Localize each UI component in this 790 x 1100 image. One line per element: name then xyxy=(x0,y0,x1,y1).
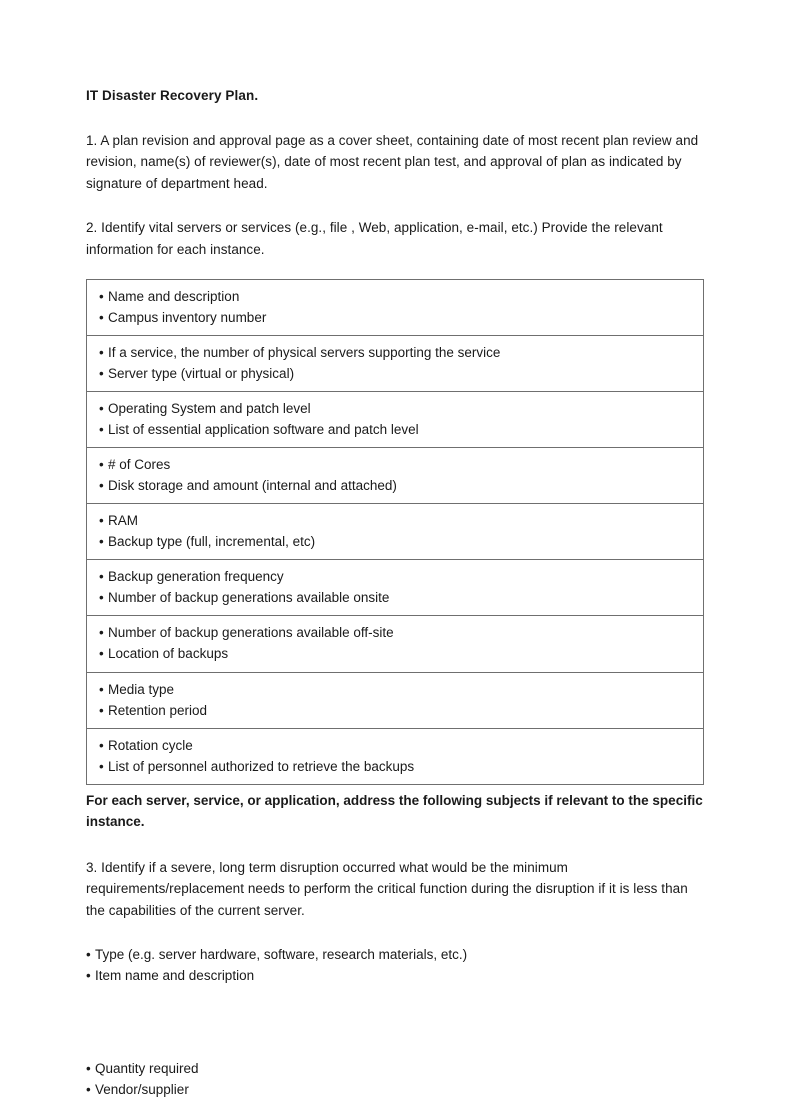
list-item xyxy=(99,342,691,363)
bullet-icon: • xyxy=(99,422,104,438)
bullet-icon: • xyxy=(99,758,104,774)
bullet-icon: • xyxy=(99,309,104,325)
list-item-label: Rotation cycle xyxy=(108,737,193,753)
bullet-icon: • xyxy=(99,590,104,606)
table-cell xyxy=(87,504,704,560)
list-item-label: Type (e.g. server hardware, software, research materials, etc.) xyxy=(95,947,468,963)
list-item xyxy=(86,944,704,965)
list-item-label: Backup type (full, incremental, etc) xyxy=(108,534,316,550)
list-item xyxy=(99,531,691,552)
table-row xyxy=(87,560,704,616)
list-item-label: If a service, the number of physical servers supporting the service xyxy=(108,344,501,360)
list-item xyxy=(99,286,691,307)
bullet-icon: • xyxy=(99,646,104,662)
table-row xyxy=(87,335,704,391)
bullet-list-last xyxy=(86,1058,704,1100)
list-item-label: Quantity required xyxy=(95,1061,199,1077)
table-cell xyxy=(87,672,704,728)
table-row xyxy=(87,392,704,448)
table-row xyxy=(87,728,704,784)
bullet-icon: • xyxy=(99,534,104,550)
paragraph-2: 2. Identify vital servers or services (e.g., file , Web, application, e-mail, etc.) Provide the relevant information for each instance. xyxy=(86,220,663,257)
list-item xyxy=(86,1079,704,1100)
bullet-icon: • xyxy=(86,1082,91,1098)
bullet-icon: • xyxy=(99,625,104,641)
list-item-label: Location of backups xyxy=(108,646,229,662)
list-item-label: List of personnel authorized to retrieve the backups xyxy=(108,758,415,774)
bullet-list-after xyxy=(86,944,704,986)
bullet-icon: • xyxy=(99,702,104,718)
list-item xyxy=(99,622,691,643)
page-title: IT Disaster Recovery Plan. xyxy=(86,88,259,103)
table-row xyxy=(87,504,704,560)
list-item-label: Server type (virtual or physical) xyxy=(108,366,295,381)
paragraph-3: 3. Identify if a severe, long term disruption occurred what would be the minimum requirements/replacement needs to perform the critical function during the disruption if it is less than the capabilities of the current server. xyxy=(86,859,688,919)
table-cell xyxy=(87,279,704,335)
list-item-label: Backup generation frequency xyxy=(108,569,284,585)
paragraph-1: 1. A plan revision and approval page as a cover sheet, containing date of most recent plan review and revision, name(s) of reviewer(s), date of most recent plan test, and approval of plan as indicated by signature of department head. xyxy=(86,132,699,192)
list-item-label: Item name and description xyxy=(95,968,255,984)
bullet-icon: • xyxy=(86,968,91,984)
spacer xyxy=(86,1006,704,1058)
list-item xyxy=(99,643,691,664)
list-item xyxy=(99,510,691,531)
list-item-label: Vendor/supplier xyxy=(95,1082,189,1098)
list-item-label: Retention period xyxy=(108,702,208,718)
bullet-icon: • xyxy=(99,478,104,494)
list-item xyxy=(99,454,691,475)
table-row xyxy=(87,672,704,728)
table-row xyxy=(87,279,704,335)
list-item-label: Number of backup generations available onsite xyxy=(108,590,390,606)
bullet-icon: • xyxy=(99,569,104,585)
table-row xyxy=(87,448,704,504)
table-cell xyxy=(87,392,704,448)
list-item-label: Operating System and patch level xyxy=(108,401,311,417)
list-item xyxy=(99,419,691,440)
bullet-icon: • xyxy=(99,366,104,381)
list-item xyxy=(99,307,691,328)
list-item xyxy=(99,475,691,496)
list-item xyxy=(86,1058,704,1079)
list-item-label: List of essential application software and patch level xyxy=(108,422,419,438)
bullet-icon: • xyxy=(99,513,104,529)
list-item-label: # of Cores xyxy=(108,457,171,473)
requirements-table-body xyxy=(87,279,704,784)
bullet-icon: • xyxy=(86,1061,91,1077)
bullet-icon: • xyxy=(99,401,104,417)
list-item xyxy=(86,965,704,986)
list-item xyxy=(99,679,691,700)
list-item-label: RAM xyxy=(108,513,138,529)
table-row xyxy=(87,616,704,672)
list-item-label: Campus inventory number xyxy=(108,309,267,325)
table-cell xyxy=(87,728,704,784)
list-item xyxy=(99,566,691,587)
list-item-label: Disk storage and amount (internal and attached) xyxy=(108,478,397,494)
list-item-label: Media type xyxy=(108,681,175,697)
bullet-icon: • xyxy=(99,737,104,753)
table-cell xyxy=(87,560,704,616)
list-item-label: Name and description xyxy=(108,288,240,304)
bullet-icon: • xyxy=(99,344,104,360)
bullet-icon: • xyxy=(99,288,104,304)
bullet-icon: • xyxy=(99,457,104,473)
bullet-icon: • xyxy=(99,681,104,697)
bullet-icon: • xyxy=(86,947,91,963)
list-item xyxy=(99,363,691,384)
table-cell xyxy=(87,616,704,672)
list-item xyxy=(99,700,691,721)
table-cell xyxy=(87,335,704,391)
list-item xyxy=(99,398,691,419)
list-item xyxy=(99,756,691,777)
requirements-table xyxy=(86,279,704,785)
list-item xyxy=(99,735,691,756)
list-item xyxy=(99,587,691,608)
list-item-label: Number of backup generations available off-site xyxy=(108,625,394,641)
table-cell xyxy=(87,448,704,504)
bold-note: For each server, service, or application, address the following subjects if relevant to the specific instance. xyxy=(86,792,703,829)
